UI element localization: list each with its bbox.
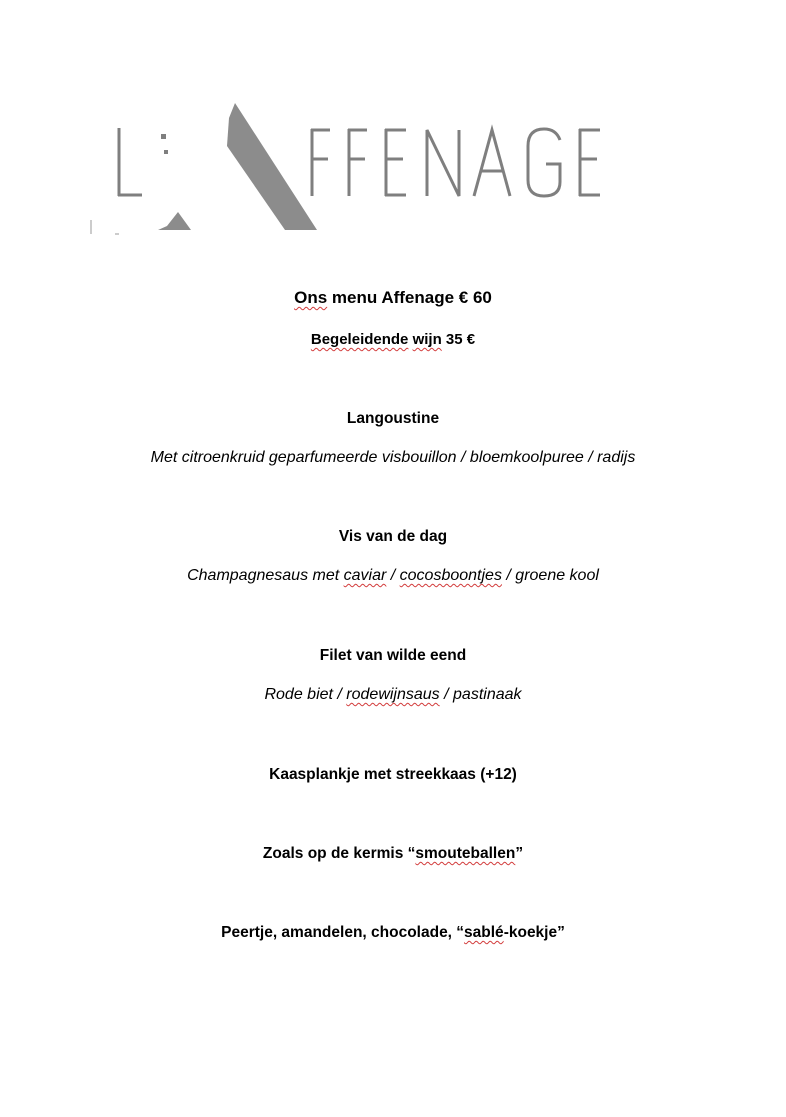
course-1-description: Met citroenkruid geparfumeerde visbouillon / bloemkoolpuree / radijs (150, 449, 636, 466)
course-6-name-part-2: sablé (464, 924, 504, 941)
menu-title-word-ons: Ons (294, 288, 328, 307)
wine-pairing-line (0, 331, 786, 348)
course-5-name-part-1: Zoals op de kermis “ (262, 845, 416, 862)
course-2-description (0, 567, 786, 585)
course-1-name: Langoustine (346, 410, 440, 427)
course-2-desc-part-1: Champagnesaus met (187, 567, 344, 584)
course-2-name: Vis van de dag (338, 528, 448, 545)
course-3-desc-part-2: rodewijnsaus (346, 686, 440, 703)
course-6-name (0, 924, 786, 942)
wine-pairing-word-2: wijn (412, 331, 442, 348)
course-3-description (0, 686, 786, 704)
restaurant-logo (88, 96, 628, 236)
course-2-desc-part-3: / (386, 567, 400, 584)
menu-title-rest: menu Affenage € 60 (327, 288, 492, 307)
course-5-name-part-3: ” (515, 845, 524, 862)
menu-title (0, 288, 786, 308)
course-2-desc-part-5: / groene kool (501, 567, 599, 584)
course-3-desc-part-3: / pastinaak (439, 686, 522, 703)
course-3-name: Filet van wilde eend (319, 647, 467, 664)
course-5-name (0, 845, 786, 863)
course-4-name: Kaasplankje met streekkaas (+12) (269, 766, 517, 783)
course-6-name-part-1: Peertje, amandelen, chocolade, “ (221, 924, 465, 941)
logo-wordmark-graphic (88, 96, 628, 236)
course-2-desc-part-2: caviar (343, 567, 387, 584)
wine-pairing-word-1: Begeleidende (310, 331, 409, 348)
course-5-name-part-2: smouteballen (415, 845, 516, 862)
wine-pairing-price: 35 € (441, 331, 476, 348)
course-6-name-part-3: -koekje” (503, 924, 565, 941)
course-3-desc-part-1: Rode biet / (264, 686, 347, 703)
course-2-desc-part-4: cocosboontjes (399, 567, 502, 584)
